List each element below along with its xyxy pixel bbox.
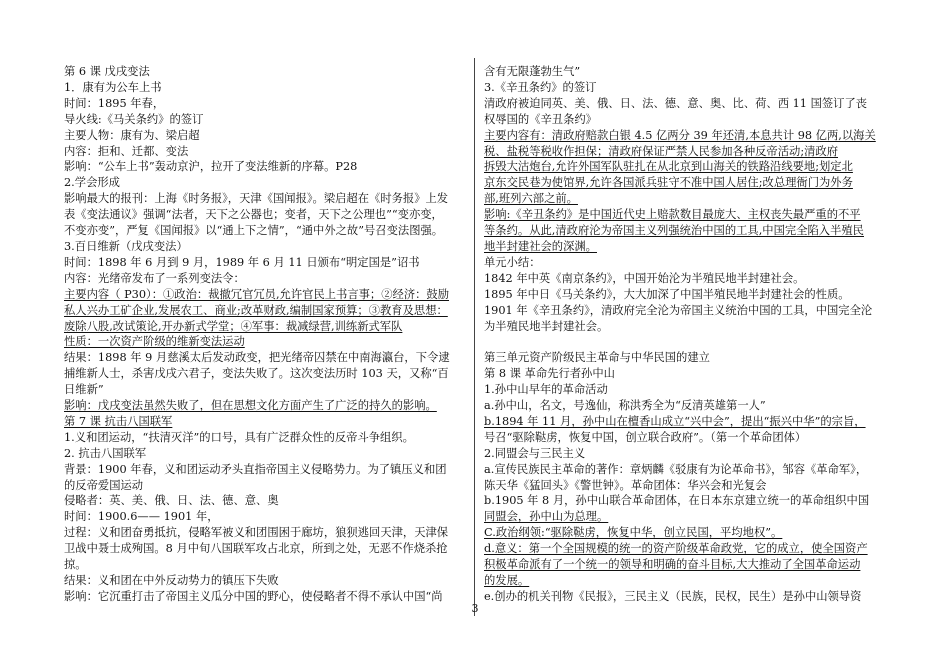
text-line: b.1894 年 11 月，孙中山在檀香山成立“兴中会”，提出“振兴中华”的宗旨， xyxy=(484,414,866,428)
text-line: 京东交民巷为使馆界,允许各国派兵驻守不准中国人居住;改总理衙门为外务 xyxy=(484,176,853,190)
text-line: 陈天华《猛回头》《警世钟》。革命团体：华兴会和光复会 xyxy=(484,478,767,492)
text-line: 侵略者：英、美、俄、日、法、德、意、奥 xyxy=(64,494,279,508)
text-line: 影响最大的报刊：上海《时务报》，天津《国闻报》。梁启超在《时务报》上发 xyxy=(64,192,449,206)
text-line: 地半封建社会的深渊。 xyxy=(484,239,597,253)
text-line: 第 6 课 戊戌变法 xyxy=(64,65,150,78)
text-line: 1901 年《辛丑条约》，清政府完全沦为帝国主义统治中国的工具，中国完全沦 xyxy=(484,303,873,317)
text-line: 的反帝爱国运动 xyxy=(64,478,144,492)
text-line: 2. 抗击八国联军 xyxy=(64,446,147,460)
text-line: 时间：1900.6—— 1901 年， xyxy=(64,510,219,524)
text-line: a.孙中山，名文，号逸仙，称洪秀全为“反清英雄第一人” xyxy=(484,399,766,413)
text-line: 2.学会形成 xyxy=(64,176,120,190)
text-line: 影响：“公车上书”轰动京沪，拉开了变法维新的序幕。P28 xyxy=(64,160,358,174)
text-line xyxy=(484,334,896,350)
text-line: 部,班列六部之前。 xyxy=(484,192,578,206)
text-line: 权辱国的《辛丑条约》 xyxy=(484,112,597,126)
text-line: a.宣传民族民主革命的著作：章炳麟《驳康有为论革命书》，邹容《革命军》， xyxy=(484,462,868,476)
text-line: 内容：光绪帝发布了一系列变法令： xyxy=(64,271,245,285)
text-line: 拆毁大沽炮台,允许外国军队驻扎在从北京到山海关的铁路沿线要地;划定北 xyxy=(484,160,853,174)
page-number: 3 xyxy=(471,602,479,615)
text-line: 背景：1900 年春，义和团运动矛头直指帝国主义侵略势力。为了镇压义和团 xyxy=(64,462,447,476)
text-line: b.1905 年 8 月，孙中山联合革命团体，在日本东京建立统一的革命组织中国 xyxy=(484,494,870,508)
text-line: 导火线:《马关条约》的签订 xyxy=(64,112,204,126)
text-line: 捕维新人士，杀害戊戌六君子，变法失败了。这次变法历时 103 天，又称“百 xyxy=(64,367,449,381)
text-line: e.创办的机关刊物《民报》，三民主义（民族，民权，民生）是孙中山领导资 xyxy=(484,589,862,603)
text-line: 掠。 xyxy=(64,558,87,572)
text-line: 时间：1895 年春， xyxy=(64,96,165,110)
text-line: 结果：义和团在中外反动势力的镇压下失败 xyxy=(64,574,279,587)
text-line: 同盟会，孙中山为总理。 xyxy=(484,510,609,524)
text-line: 影响：戊戌变法虽然失败了，但在思想文化方面产生了广泛的持久的影响。 xyxy=(64,399,437,413)
text-line: 3.百日维新（戊戌变法） xyxy=(64,239,188,253)
text-line: 单元小结： xyxy=(484,255,541,269)
text-line: 2.同盟会与三民主义 xyxy=(484,446,586,460)
text-line: 1842 年中英《南京条约》，中国开始沦为半殖民地半封建社会。 xyxy=(484,271,805,285)
text-line: 内容：拒和、迁都、变法 xyxy=(64,144,189,158)
right-column xyxy=(484,64,896,605)
text-line: 税、盐税等税收作担保；清政府保证严禁人民参加各种反帝活动;清政府 xyxy=(484,144,839,158)
text-line: d.意义：第一个全国规模的统一的资产阶级革命政党，它的成立，使全国资产 xyxy=(484,542,868,556)
column-divider xyxy=(474,58,475,616)
left-column xyxy=(64,64,467,605)
text-line: 第三单元资产阶级民主革命与中华民国的建立 xyxy=(484,351,710,365)
text-line: 表《变法通议》强调“法者，天下之公器也；变者，天下之公理也”“变亦变， xyxy=(64,208,443,222)
text-line: 主要人物：康有为、梁启超 xyxy=(64,128,200,142)
text-line: 1.义和团运动，“扶清灭洋”的口号，具有广泛群众性的反帝斗争组织。 xyxy=(64,430,414,444)
text-line: 主要内容（ P30）：①政治：裁撤冗官冗员,允许官民上书言事；②经济：鼓励 xyxy=(64,287,450,301)
text-line: 不变亦变”，严复《国闻报》以“通上下之情”，“通中外之故”号召变法图强。 xyxy=(64,224,444,238)
text-line: 卫战中聂士成殉国。8 月中旬八国联军攻占北京，所到之处，无恶不作烧杀抢 xyxy=(64,542,448,556)
text-line: 的发展。 xyxy=(484,573,530,587)
text-line: 号召“驱除鞑虏，恢复中国，创立联合政府”。（第一个革命团体） xyxy=(484,430,807,444)
text-line: 第 7 课 抗击八国联军 xyxy=(64,414,173,428)
text-line: 含有无限蓬勃生气” xyxy=(484,65,581,78)
text-line: 过程：义和团奋勇抵抗，侵略军被义和团围困于廊坊，狼狈逃回天津，天津保 xyxy=(64,526,449,540)
text-line: 私人兴办工矿企业,发展农工、商业;改革财政,编制国家预算；③教育及思想： xyxy=(64,303,448,317)
text-line: 影响:《辛丑条约》是中国近代史上赔款数目最庞大、主权丧失最严重的不平 xyxy=(484,208,861,222)
text-line: 积极革命派有了一个统一的领导和明确的奋斗目标,大大推动了全国革命运动 xyxy=(484,558,861,572)
text-line: C.政治纲领:“驱除鞑虏，恢复中华，创立民国，平均地权”。 xyxy=(484,526,783,540)
text-line: 1.孙中山早年的革命活动 xyxy=(484,383,608,397)
text-line: 日维新” xyxy=(64,383,104,397)
text-line: 为半殖民地半封建社会。 xyxy=(484,319,609,333)
text-line: 清政府被迫同英、美、俄、日、法、德、意、奥、比、荷、西 11 国签订了丧 xyxy=(484,96,868,110)
text-line: 影响：它沉重打击了帝国主义瓜分中国的野心，使侵略者不得不承认中国“尚 xyxy=(64,589,443,603)
text-line: 3.《辛丑条约》的签订 xyxy=(484,80,597,94)
text-line: 主要内容有：清政府赔款白银 4.5 亿两分 39 年还清,本息共计 98 亿两,以海关 xyxy=(484,128,876,142)
text-line: 结果：1898 年 9 月慈溪太后发动政变，把光绪帝囚禁在中南海瀛台，下令逮 xyxy=(64,351,450,365)
text-line: 1895 年中日《马关条约》，大大加深了中国半殖民地半封建社会的性质。 xyxy=(484,287,850,301)
text-line: 时间：1898 年 6 月到 9 月，1989 年 6 月 11 日颁布“明定国是”诏书 xyxy=(64,255,420,269)
text-line: 废除八股,改试策论,开办新式学堂；④军事：裁减绿营,训练新式军队 xyxy=(64,319,403,333)
text-line: 性质：一次资产阶级的维新变法运动 xyxy=(64,335,245,349)
text-line: 1．康有为公车上书 xyxy=(64,80,162,94)
text-line: 等条约。从此,清政府沦为帝国主义列强统治中国的工具,中国完全陷入半殖民 xyxy=(484,224,864,238)
text-line: 第 8 课 革命先行者孙中山 xyxy=(484,367,615,381)
